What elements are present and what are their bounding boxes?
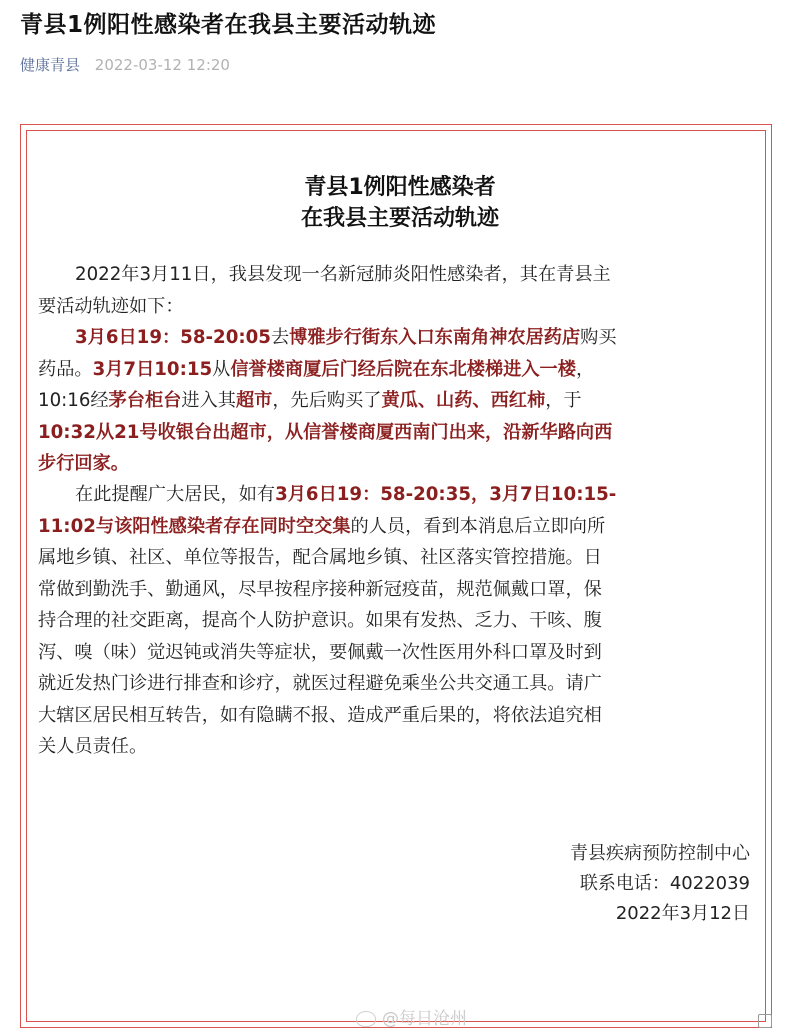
paragraph-line [38, 354, 758, 386]
highlight-location: 信誉楼商厦后门经后院在东北楼梯进入一楼 [230, 358, 576, 380]
signature-org: 青县疾病预防控制中心 [570, 843, 750, 864]
article-source-link[interactable]: 健康青县 [20, 56, 81, 74]
watermark-text: @每日沧州 [382, 1009, 467, 1029]
paragraph-line: 关人员责任。 [38, 736, 148, 757]
paragraph-line: 属地乡镇、社区、单位等报告，配合属地乡镇、社区落实管控措施。日 [38, 547, 602, 568]
paragraph-line [38, 322, 758, 354]
article-headline: 青县1例阳性感染者在我县主要活动轨迹 [20, 12, 437, 38]
article-meta [20, 54, 230, 75]
text-fragment: 在此提醒广大居民，如有 [75, 484, 276, 505]
text-fragment: 10:16经 [38, 390, 109, 411]
paragraph-line: 持合理的社交距离，提高个人防护意识。如果有发热、乏力、干咳、腹 [38, 610, 602, 631]
paragraph-line [38, 448, 758, 480]
text-fragment: 从 [212, 358, 231, 380]
highlight-location: 茅台柜台 [108, 390, 182, 411]
text-fragment: 购买 [580, 327, 617, 348]
text-fragment: ，先后购买了 [272, 390, 382, 411]
text-fragment: ，于 [545, 390, 582, 411]
text-fragment: ， [575, 358, 595, 380]
text-fragment: 药品。 [38, 358, 93, 380]
paragraph-line: 常做到勤洗手、勤通风，尽早按程序接种新冠疫苗，规范佩戴口罩，保 [38, 578, 602, 600]
signature-phone: 联系电话：4022039 [579, 873, 750, 894]
signature-date: 2022年3月12日 [615, 903, 750, 924]
paragraph-intro [38, 259, 758, 322]
highlight-time: 11:02与该阳性感染者存在同时空交集 [38, 515, 351, 537]
highlight-time: 3月7日10:15 [92, 358, 213, 380]
paragraph-line: 就近发热门诊进行排查和诊疗，就医过程避免乘坐公共交通工具。请广 [38, 673, 602, 694]
highlight-time: 3月6日19：58-20:35，3月7日10:15- [275, 484, 617, 505]
paragraph-line [38, 479, 758, 511]
highlight-route: 步行回家。 [38, 453, 129, 474]
weibo-watermark [356, 1004, 467, 1029]
text-fragment: 进入其 [181, 390, 236, 411]
notice-title-line-1: 青县1例阳性感染者 [304, 175, 496, 200]
highlight-location: 博雅步行街东入口东南角神农居药店 [289, 327, 581, 348]
notice-title-line-2: 在我县主要活动轨迹 [300, 206, 499, 231]
paragraph-reminder [38, 479, 758, 763]
weibo-icon [356, 1011, 376, 1027]
highlight-route: 10:32从21号收银台出超市，从信誉楼商厦西南门出来，沿新华路向西 [38, 421, 613, 443]
paragraph-line [38, 417, 758, 449]
paragraph-itinerary [38, 322, 758, 480]
corner-square-icon [758, 1014, 772, 1028]
paragraph-line: 泻、嗅（味）觉迟钝或消失等症状，要佩戴一次性医用外科口罩及时到 [38, 641, 602, 663]
paragraph-line [38, 385, 758, 417]
article-date: 2022-03-12 12:20 [94, 56, 230, 74]
text-fragment: 的人员，看到本消息后立即向所 [350, 515, 606, 537]
paragraph-line [38, 511, 758, 543]
signature-block [570, 839, 750, 929]
paragraph-line: 2022年3月11日，我县发现一名新冠肺炎阳性感染者，其在青县主 [75, 264, 611, 285]
highlight-location: 超市 [235, 390, 273, 411]
highlight-time: 3月6日19：58-20:05 [75, 327, 271, 348]
highlight-items: 黄瓜、山药、西红柿 [381, 390, 546, 411]
paragraph-line: 要活动轨迹如下： [38, 295, 184, 317]
text-fragment: 去 [270, 327, 290, 348]
paragraph-line: 大辖区居民相互转告，如有隐瞒不报、造成严重后果的，将依法追究相 [38, 704, 602, 726]
